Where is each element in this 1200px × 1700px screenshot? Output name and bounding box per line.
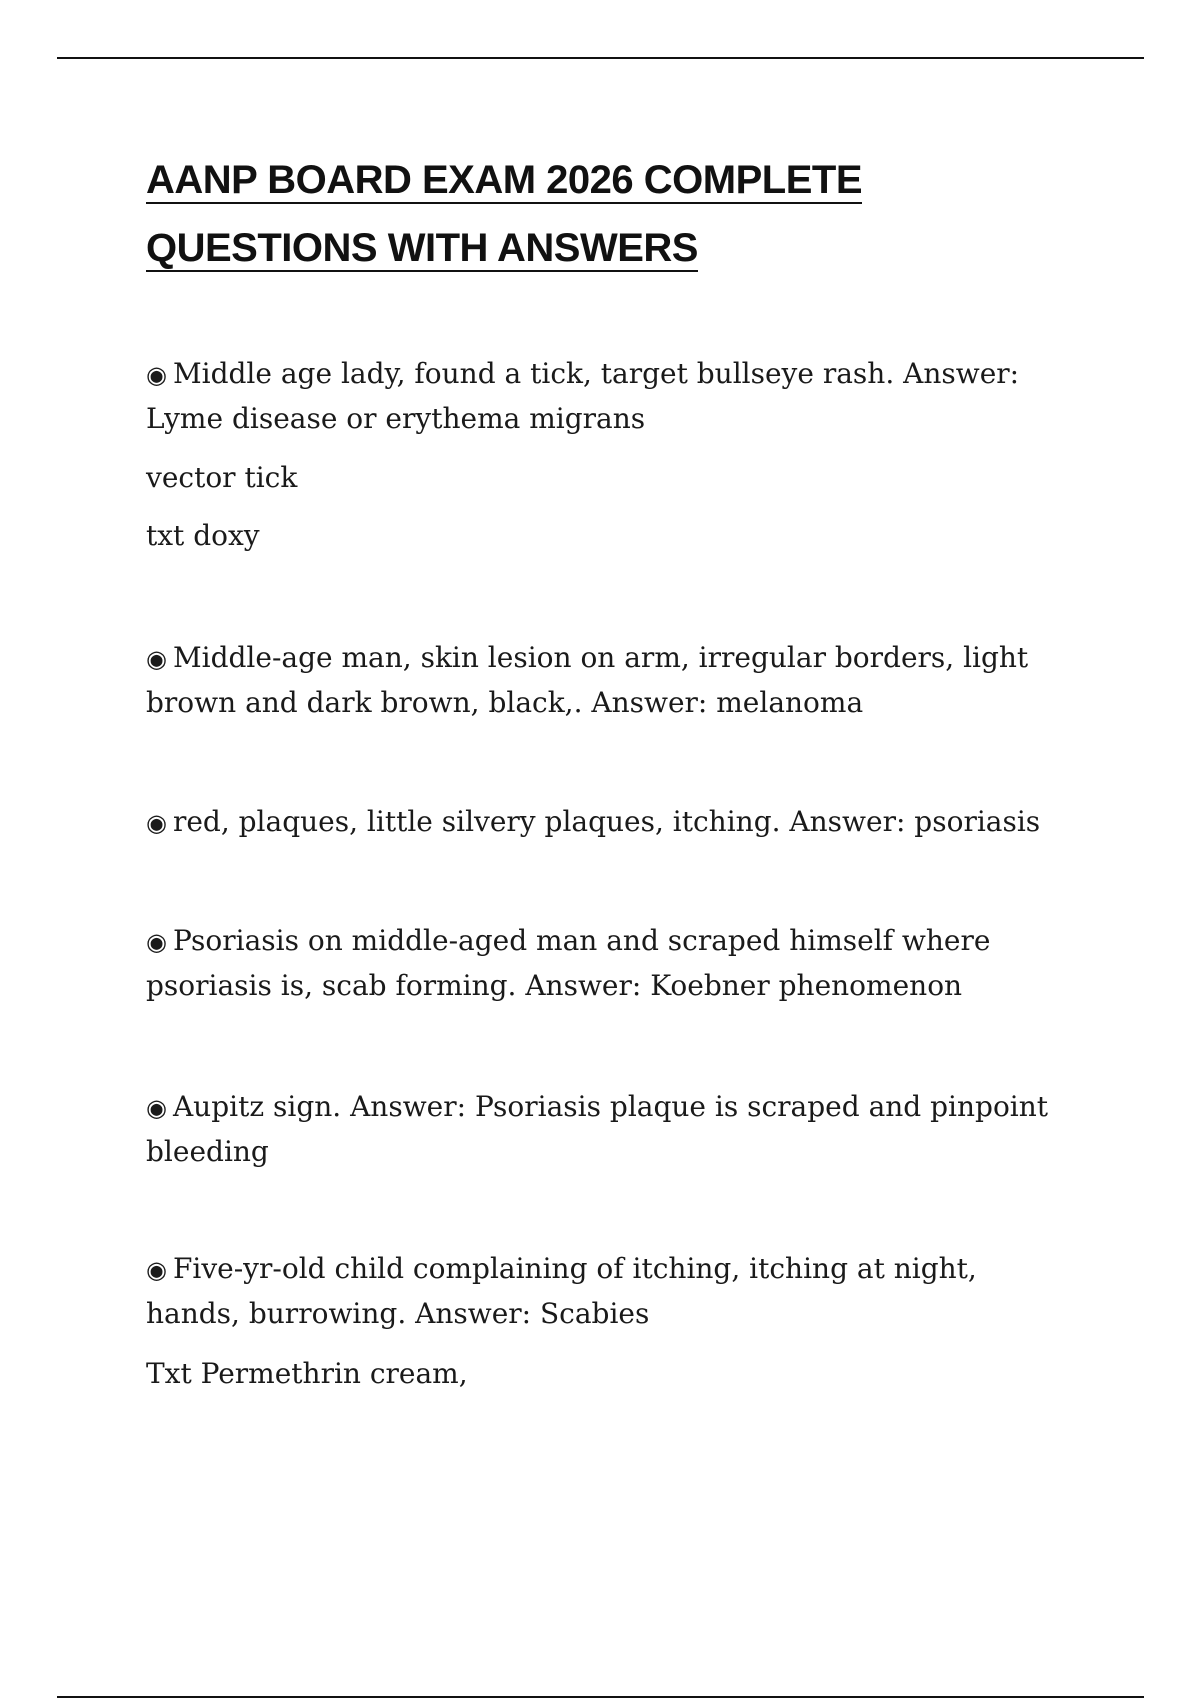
bullet-icon: ◉ [146,928,167,956]
question-note: Txt Permethrin cream, [146,1357,468,1390]
question-item-1 [146,352,1076,441]
footer-rule [57,1696,1144,1698]
question-item-6 [146,1247,1076,1336]
question-text: Five-yr-old child complaining of itching, itching at night, hands, burrowing. Answer: Scabies [146,1252,977,1330]
bullet-icon: ◉ [146,645,167,673]
question-text: Middle age lady, found a tick, target bullseye rash. Answer: Lyme disease or erythema migrans [146,357,1020,435]
question-text: Psoriasis on middle-aged man and scraped himself where psoriasis is, scab forming. Answer: Koebner phenomenon [146,924,991,1002]
title-line-2: QUESTIONS WITH ANSWERS [146,226,698,270]
question-text: Middle-age man, skin lesion on arm, irregular borders, light brown and dark brown, black,. Answer: melanoma [146,641,1029,719]
question-note: txt doxy [146,519,260,552]
bullet-icon: ◉ [146,1256,167,1284]
question-text: red, plaques, little silvery plaques, itching. Answer: psoriasis [172,805,1041,838]
bullet-icon: ◉ [146,1094,167,1122]
header-rule [57,57,1144,59]
question-item-3 [146,800,1076,845]
title-line-1: AANP BOARD EXAM 2026 COMPLETE [146,158,863,202]
bullet-icon: ◉ [146,809,167,837]
question-item-5 [146,1085,1076,1174]
question-item-4 [146,919,1076,1008]
question-note: vector tick [146,461,298,494]
question-item-2 [146,636,1076,725]
page-title [146,146,1046,282]
question-text: Aupitz sign. Answer: Psoriasis plaque is scraped and pinpoint bleeding [146,1090,1049,1168]
bullet-icon: ◉ [146,361,167,389]
